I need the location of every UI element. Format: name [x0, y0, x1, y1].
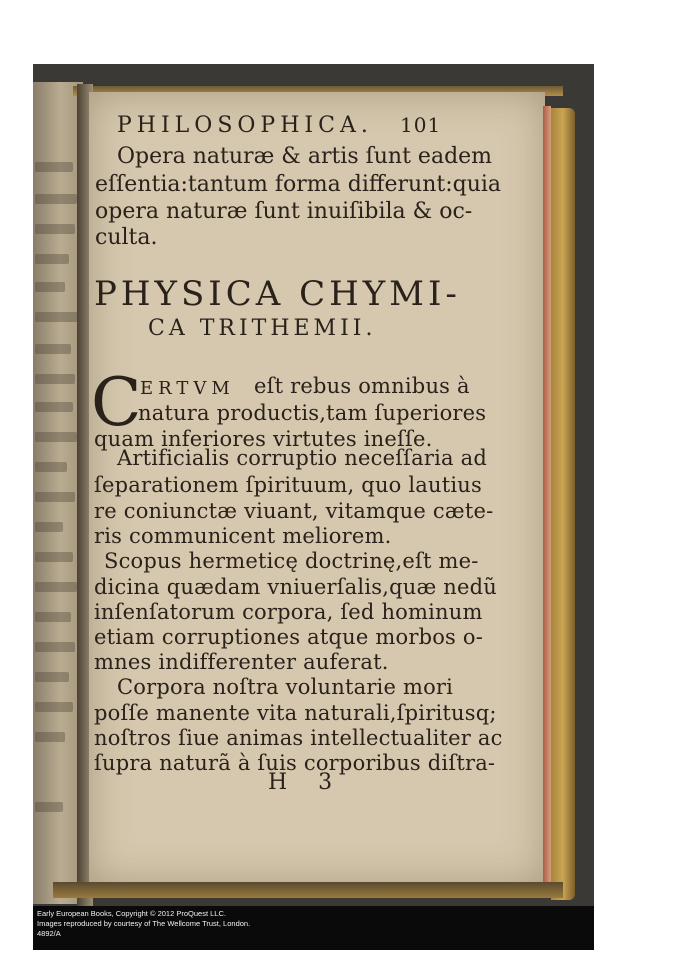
text-line: etiam corruptiones atque morbos o-: [94, 625, 484, 649]
text-line: inſenſatorum corpora, ſed hominum: [94, 600, 483, 624]
drop-cap: C: [91, 364, 142, 441]
credit-banner: [33, 906, 594, 950]
credit-line: 4892/A: [37, 929, 61, 938]
text-line: poſſe manente vita naturali,ſpiritusq;: [94, 701, 497, 725]
text-line: eſſentia:tantum forma differunt:quia: [95, 172, 502, 197]
text-line: culta.: [95, 225, 158, 250]
text-line: natura productis,tam ſuperiores: [138, 401, 487, 425]
section-heading: PHYSICA CHYMI-: [94, 274, 461, 314]
text-line: noſtros ſiue animas intellectualiter ac: [94, 726, 503, 750]
text-line: Opera naturæ & artis ſunt eadem: [117, 144, 493, 169]
page-number: 101: [400, 113, 442, 137]
text-line: ſeparationem ſpirituum, quo lautius: [94, 473, 483, 497]
text-line: ſupra naturã à ſuis corporibus diſtra-: [94, 751, 496, 775]
text-line: re coniunctæ viuant, vitamque cæte-: [94, 499, 494, 523]
facing-page-fragment: [33, 82, 83, 904]
credit-line: Images reproduced by courtesy of The Wellcome Trust, London.: [37, 919, 251, 928]
running-head: PHILOSOPHICA.: [117, 113, 373, 138]
text-line: Scopus hermeticę doctrinę,eſt me-: [104, 549, 479, 573]
book-cover-edge: [551, 108, 575, 900]
text-line: Artificialis corruptio neceſſaria ad: [117, 446, 487, 470]
page-edge: [543, 106, 551, 896]
text-line: Corpora noſtra voluntarie mori: [117, 675, 454, 699]
small-caps-word: ERTVM: [140, 378, 235, 399]
text-line: opera naturæ ſunt inuiſibila & oc-: [95, 199, 473, 224]
text-line: ris communicent meliorem.: [94, 524, 392, 548]
signature-mark: H 3: [268, 770, 345, 795]
text-line: quam inferiores virtutes ineſſe.: [94, 427, 433, 451]
text-line: mnes indifferenter auferat.: [94, 650, 389, 674]
section-heading-continued: CA TRITHEMII.: [148, 316, 377, 341]
text-line: eſt rebus omnibus à: [254, 374, 470, 398]
book-cover-bottom: [53, 882, 563, 898]
credit-line: Early European Books, Copyright © 2012 ProQuest LLC.: [37, 909, 226, 918]
text-line: dicina quædam vniuerſalis,quæ nedũ: [94, 575, 497, 599]
